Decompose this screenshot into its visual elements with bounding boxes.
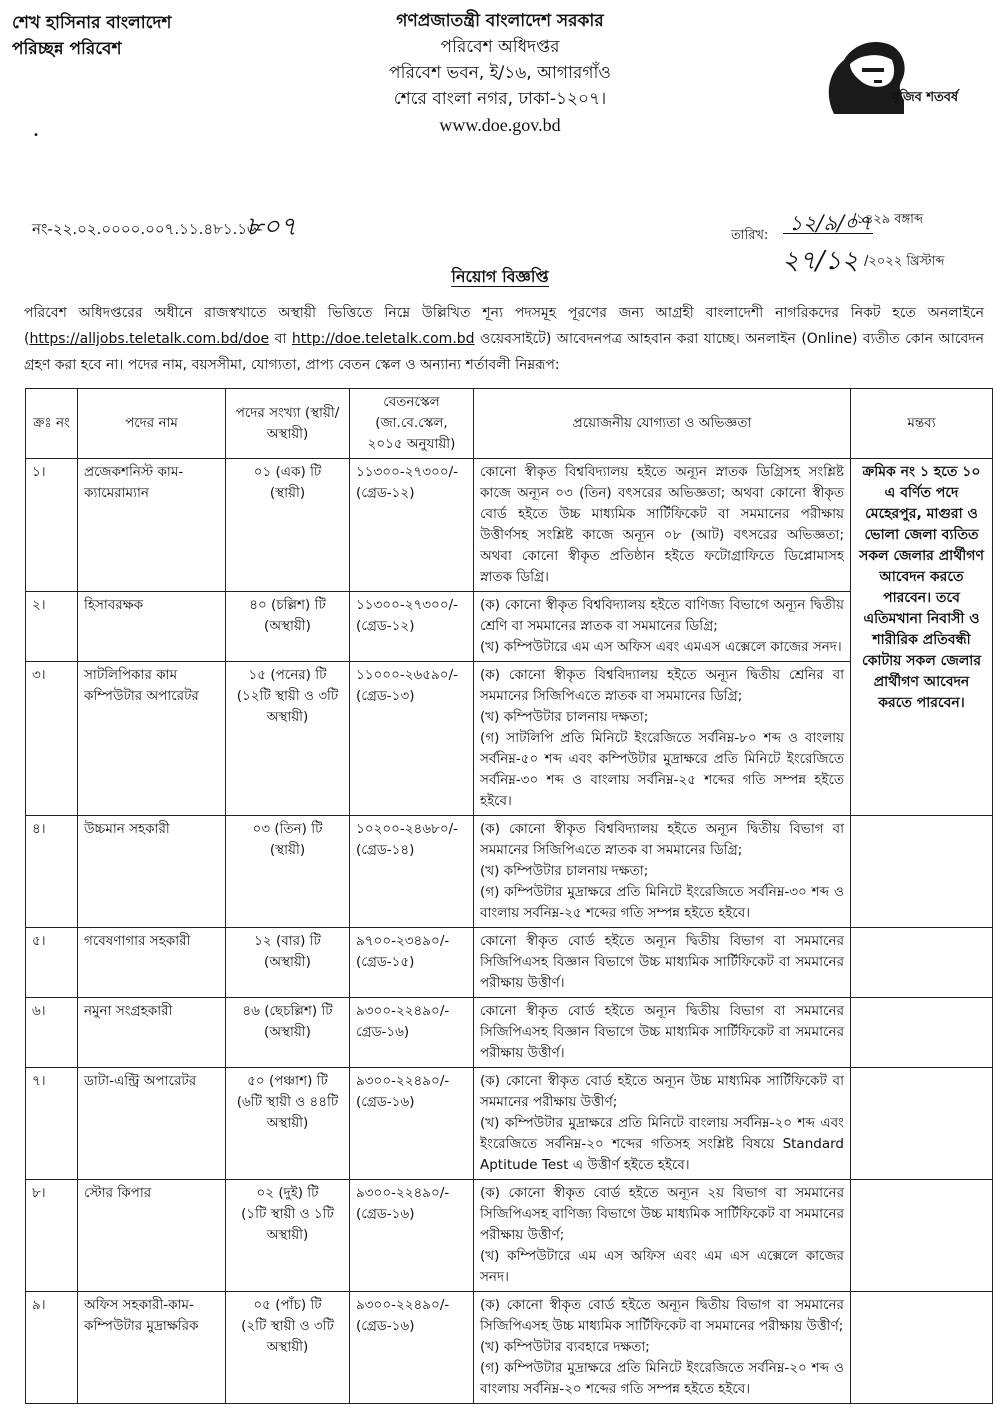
pay-scale: ১১৩০০-২৭৩০০/- <box>356 597 459 613</box>
post-count-type: (স্থায়ী) <box>269 485 306 501</box>
header-qualification: প্রয়োজনীয় যোগ্যতা ও অভিজ্ঞতা <box>474 389 851 459</box>
teletalk-link[interactable]: http://doe.teletalk.com.bd <box>291 331 475 347</box>
cell-scale <box>350 998 474 1068</box>
cell-post: গবেষণাগার সহকারী <box>78 928 226 998</box>
post-count: ০৫ (পাঁচ) টি <box>253 1297 322 1313</box>
table-row <box>26 592 993 662</box>
post-count: ৫০ (পঞ্চাশ) টি <box>247 1073 328 1089</box>
cell-serial: ৫। <box>26 928 78 998</box>
header-remarks: মন্তব্য <box>851 389 993 459</box>
post-count: ১৫ (পনের) টি <box>248 667 327 683</box>
qualification-line: (গ) সাটলিপি প্রতি মিনিটে ইংরেজিতে সর্বনিম্ন-৮০ শব্দ ও বাংলায় সর্বনিম্ন-৫০ শব্দ এবং কম্পিউটার মুদ্রাক্ষরে প্রতি মিনিটে ইংরেজিতে সর্বনিম্ন-৩০ শব্দ ও বাংলায় সর্বনিম্ন-২৫ শব্দের গতি সম্পন্ন হইতে হইবে। <box>480 730 844 809</box>
cell-scale <box>350 662 474 816</box>
cell-serial: ২। <box>26 592 78 662</box>
pay-grade: (গ্রেড-১৬) <box>356 1206 415 1222</box>
table-row <box>26 1292 993 1404</box>
pay-grade: (গ্রেড-১৬) <box>356 1318 415 1334</box>
qualification-line: (ক) কোনো স্বীকৃত বোর্ড হইতে অন্যূন ২য় বিভাগ বা সমমানের সিজিপিএসহ বাণিজ্য বিভাগে উচ্চ মাধ্যমিক সার্টিফিকেট বা সমমানের পরীক্ষায় উত্তীর্ণ; <box>480 1185 844 1243</box>
qualification-line: (গ) কম্পিউটার মুদ্রাক্ষরে প্রতি মিনিটে ইংরেজিতে সর্বনিম্ন-২০ শব্দ ও বাংলায় সর্বনিম্ন-২০ শব্দের গতি সম্পন্ন হইতে হইবে। <box>480 1360 844 1397</box>
government-name: গণপ্রজাতন্ত্রী বাংলাদেশ সরকার <box>396 11 604 31</box>
cell-scale <box>350 928 474 998</box>
website-link[interactable]: www.doe.gov.bd <box>439 115 561 135</box>
cell-remarks-empty <box>851 1068 993 1180</box>
qualification-line: কোনো স্বীকৃত বোর্ড হইতে অন্যূন দ্বিতীয় বিভাগ বা সমমানের সিজিপিএসহ বিজ্ঞান বিভাগে উচ্চ মাধ্যমিক সার্টিফিকেট বা সমমানের পরীক্ষায় উত্তীর্ণ। <box>480 933 844 991</box>
pay-grade: (গ্রেড-১২) <box>356 485 415 501</box>
post-count: ১২ (বার) টি <box>254 933 321 949</box>
cell-post: ডাটা-এন্ট্রি অপারেটর <box>78 1068 226 1180</box>
header-scale: বেতনস্কেল (জা.বে.স্কেল, ২০১৫ অনুযায়ী) <box>350 389 474 459</box>
qualification-line: (খ) কম্পিউটার ব্যবহারে দক্ষতা; <box>480 1339 650 1355</box>
header-post: পদের নাম <box>78 389 226 459</box>
address-line-1: পরিবেশ ভবন, ই/১৬, আগারগাঁও <box>389 63 611 83</box>
pay-grade: (গ্রেড-১৪) <box>356 842 415 858</box>
cell-scale <box>350 1180 474 1292</box>
intro-text-1: পরিবেশ অধিদপ্তরের অধীনে রাজস্বখাতে অস্থায়ী ভিত্তিতে নিম্নে উল্লিখিত শূন্য পদসমূহ পূরণের জন্য আগ্রহী বাংলাদেশী নাগরিকদের নিকট হতে অনলাইনে ( <box>24 305 984 347</box>
cell-remarks-empty <box>851 998 993 1068</box>
pay-scale: ১০২০০-২৪৬৮০/- <box>356 821 459 837</box>
cell-qualification <box>474 662 851 816</box>
address-line-2: শেরে বাংলা নগর, ঢাকা-১২০৭। <box>393 89 607 109</box>
memo-number-handwritten: ৮০৭ <box>246 212 297 242</box>
cell-serial: ৭। <box>26 1068 78 1180</box>
cell-post: নমুনা সংগ্রহকারী <box>78 998 226 1068</box>
cell-post: স্টোর কিপার <box>78 1180 226 1292</box>
cell-count <box>226 1180 350 1292</box>
cell-remarks-empty <box>851 1180 993 1292</box>
date-bangla-handwritten: ১২/৯/০৭ <box>789 211 872 235</box>
cell-post: উচ্চমান সহকারী <box>78 816 226 928</box>
pay-scale: ৯৩০০-২২৪৯০/- <box>356 1297 450 1313</box>
qualification-line: (ক) কোনো স্বীকৃত বিশ্ববিদ্যালয় হইতে অন্যূন দ্বিতীয় বিভাগ বা সমমানের সিজিপিএতে স্নাতক বা সমমানের ডিগ্রি; <box>480 821 844 858</box>
cell-count <box>226 1292 350 1404</box>
logo-text: মুজিব শতবর্ষ <box>892 90 959 105</box>
pay-scale: ৯৩০০-২২৪৯০/- <box>356 1073 450 1089</box>
notice-intro <box>24 300 984 378</box>
cell-qualification <box>474 1292 851 1404</box>
cell-post: প্রজেকশনিস্ট কাম-ক্যামেরাম্যান <box>78 459 226 592</box>
post-count-type: (৬টি স্থায়ী ও ৪৪টি অস্থায়ী) <box>236 1094 339 1131</box>
qualification-line: (খ) কম্পিউটার মুদ্রাক্ষরে প্রতি মিনিটে বাংলায় সর্বনিম্ন-২০ শব্দ এবং ইংরেজিতে সর্বনিম্ন-২০ শব্দের গতিসহ সংশ্লিষ্ট বিষয়ে Standard Aptitude Test এ উত্তীর্ণ হইতে হইবে। <box>480 1115 844 1173</box>
date-gregorian-handwritten: ২৭/১২ <box>782 246 859 276</box>
cell-scale <box>350 816 474 928</box>
post-count-type: (অস্থায়ী) <box>264 954 311 970</box>
cell-remarks: ক্রমিক নং ১ হতে ১০ এ বর্ণিত পদে মেহেরপুর, মাগুরা ও ভোলা জেলা ব্যতিত সকল জেলার প্রার্থীগণ আবেদন করতে পারবেন। তবে এতিমখানা নিবাসী ও শারীরিক প্রতিবন্ধী কোটায় সকল জেলার প্রার্থীগণ আবেদন করতে পারবেন। <box>851 459 993 816</box>
cell-serial: ৮। <box>26 1180 78 1292</box>
date-gregorian-suffix: /২০২২ খ্রিস্টাব্দ <box>864 254 945 269</box>
cell-qualification <box>474 928 851 998</box>
qualification-line: (ক) কোনো স্বীকৃত বোর্ড হইতে অন্যূন দ্বিতীয় বিভাগ বা সমমানের সিজিপিএসহ উচ্চ মাধ্যমিক সার্টিফিকেট বা সমমানের পরীক্ষায় উত্তীর্ণ; <box>480 1297 844 1334</box>
cell-remarks-empty <box>851 1292 993 1404</box>
pay-scale: ৯৩০০-২২৪৯০/- <box>356 1003 450 1019</box>
cell-qualification <box>474 459 851 592</box>
cell-qualification <box>474 1068 851 1180</box>
notice-title-text: নিয়োগ বিজ্ঞপ্তি <box>451 267 549 286</box>
qualification-line: (ক) কোনো স্বীকৃত বিশ্ববিদ্যালয় হইতে অন্যূন দ্বিতীয় শ্রেনির বা সমমানের সিজিপিএতে স্নাতক বা সমমানের ডিগ্রি; <box>480 667 844 704</box>
post-count-type: (অস্থায়ী) <box>264 1024 311 1040</box>
speck: • <box>33 130 39 141</box>
date-divider <box>783 233 873 234</box>
memo-number: নং-২২.০২.০০০০.০০৭.১১.৪৮১.১৬- <box>32 220 263 238</box>
slogan-line-2: পরিচ্ছন্ন পরিবেশ <box>12 39 122 59</box>
qualification-line: কোনো স্বীকৃত বোর্ড হইতে অন্যূন দ্বিতীয় বিভাগ বা সমমানের সিজিপিএসহ বিজ্ঞান বিভাগে উচ্চ মাধ্যমিক সার্টিফিকেট বা সমমানের পরীক্ষায় উত্তীর্ণ। <box>480 1003 844 1061</box>
alljobs-link[interactable]: https://alljobs.teletalk.com.bd/doe <box>29 331 270 347</box>
cell-qualification <box>474 1180 851 1292</box>
mujib-borsho-logo <box>804 24 959 120</box>
cell-remarks-empty <box>851 816 993 928</box>
cell-scale <box>350 592 474 662</box>
table-row <box>26 816 993 928</box>
header-serial: ক্রঃ নং <box>26 389 78 459</box>
cell-qualification <box>474 998 851 1068</box>
pay-grade: (গ্রেড-১৫) <box>356 954 415 970</box>
qualification-line: (ক) কোনো স্বীকৃত বিশ্ববিদ্যালয় হইতে বাণিজ্য বিভাগে অন্যূন দ্বিতীয় শ্রেণি বা সমমানের স্নাতক বা সমমানের ডিগ্রি; <box>480 597 844 634</box>
pay-grade: (গ্রেড-১২) <box>356 618 415 634</box>
cell-count <box>226 1068 350 1180</box>
intro-text-2: বা <box>269 331 292 347</box>
date-label: তারিখ: <box>731 228 769 243</box>
pay-grade: গ্রেড-১৬) <box>356 1024 410 1040</box>
pay-grade: (গ্রেড-১৩) <box>356 688 415 704</box>
cell-serial: ৪। <box>26 816 78 928</box>
cell-serial: ৬। <box>26 998 78 1068</box>
cell-post: অফিস সহকারী-কাম-কম্পিউটার মুদ্রাক্ষরিক <box>78 1292 226 1404</box>
qualification-line: (খ) কম্পিউটার চালনায় দক্ষতা; <box>480 709 649 725</box>
qualification-line: কোনো স্বীকৃত বিশ্ববিদ্যালয় হইতে অন্যূন স্নাতক ডিগ্রিসহ সংশ্লিষ্ট কাজে অন্যূন ০৩ (তিন) বৎসরের অভিজ্ঞতা; অথবা কোনো স্বীকৃত বোর্ড হইতে উচ্চ মাধ্যমিক সার্টিফিকেট বা সমমানের পরীক্ষায় উত্তীর্ণসহ সংশ্লিষ্ট কাজে অন্যূন ০৮ (আট) বৎসরের অভিজ্ঞতা; অথবা কোনো স্বীকৃত প্রতিষ্ঠান হইতে ফটোগ্রাফিতে ডিপ্লোমাসহ স্নাতক ডিগ্রি। <box>480 464 844 585</box>
intro-text-3: ওয়েবসাইটে) আবেদনপত্র আহবান করা যাচ্ছে। অনলাইন (Online) ব্যতীত কোন আবেদন গ্রহণ করা হবে না। পদের নাম, বয়সসীমা, যোগ্যতা, প্রাপ্য বেতন স্কেল ও অন্যান্য শর্তাবলী নিম্নরূপ: <box>24 331 984 373</box>
cell-remarks-empty <box>851 928 993 998</box>
post-count: ০২ (দুই) টি <box>256 1185 319 1201</box>
pay-scale: ৯৭০০-২৩৪৯০/- <box>356 933 450 949</box>
post-count-type: (১২টি স্থায়ী ও ৩টি অস্থায়ী) <box>236 688 339 725</box>
cell-scale <box>350 1068 474 1180</box>
header-count: পদের সংখ্যা (স্থায়ী/অস্থায়ী) <box>226 389 350 459</box>
cell-serial: ৩। <box>26 662 78 816</box>
cell-qualification <box>474 816 851 928</box>
cell-post: হিসাবরক্ষক <box>78 592 226 662</box>
post-count-type: (১টি স্থায়ী ও ১টি অস্থায়ী) <box>241 1206 334 1243</box>
table-row <box>26 928 993 998</box>
post-count: ৪০ (চল্লিশ) টি <box>249 597 326 613</box>
table-row <box>26 1068 993 1180</box>
pay-grade: (গ্রেড-১৬) <box>356 1094 415 1110</box>
post-count-type: (স্থায়ী) <box>269 842 306 858</box>
post-count: ০১ (এক) টি <box>253 464 322 480</box>
vacancy-table <box>25 388 993 1404</box>
pay-scale: ৯৩০০-২২৪৯০/- <box>356 1185 450 1201</box>
cell-count <box>226 928 350 998</box>
table-row <box>26 662 993 816</box>
date-bangla-suffix: /১৪২৯ বঙ্গাব্দ <box>852 212 924 227</box>
table-row <box>26 459 993 592</box>
cell-post: সাটলিপিকার কাম কম্পিউটার অপারেটর <box>78 662 226 816</box>
qualification-line: (খ) কম্পিউটারে এম এস অফিস এবং এমএস এক্সেলে কাজের সনদ। <box>480 639 842 655</box>
slogan-line-1: শেখ হাসিনার বাংলাদেশ <box>12 13 172 33</box>
cell-serial: ১। <box>26 459 78 592</box>
cell-count <box>226 816 350 928</box>
qualification-line: (খ) কম্পিউটারে এম এস অফিস এবং এম এস এক্সেলে কাজের সনদ। <box>480 1248 844 1285</box>
cell-scale <box>350 459 474 592</box>
table-header-row <box>26 389 993 459</box>
cell-count <box>226 998 350 1068</box>
cell-qualification <box>474 592 851 662</box>
qualification-line: (খ) কম্পিউটার চালনায় দক্ষতা; <box>480 863 649 879</box>
pay-scale: ১১০০০-২৬৫৯০/- <box>356 667 458 683</box>
cell-serial: ৯। <box>26 1292 78 1404</box>
pay-scale: ১১৩০০-২৭৩০০/- <box>356 464 459 480</box>
cell-scale <box>350 1292 474 1404</box>
department-name: পরিবেশ অধিদপ্তর <box>440 37 560 57</box>
cell-count <box>226 592 350 662</box>
post-count: ০৩ (তিন) টি <box>252 821 323 837</box>
qualification-line: (গ) কম্পিউটার মুদ্রাক্ষরে প্রতি মিনিটে ইংরেজিতে সর্বনিম্ন-৩০ শব্দ ও বাংলায় সর্বনিম্ন-২৫ শব্দের গতি সম্পন্ন হইতে হইবে। <box>480 884 844 921</box>
table-row <box>26 1180 993 1292</box>
cell-count <box>226 662 350 816</box>
post-count-type: (২টি স্থায়ী ও ৩টি অস্থায়ী) <box>241 1318 334 1355</box>
notice-title <box>0 264 1000 291</box>
post-count: ৪৬ (ছেচল্লিশ) টি <box>242 1003 333 1019</box>
cell-count <box>226 459 350 592</box>
table-row <box>26 998 993 1068</box>
qualification-line: (ক) কোনো স্বীকৃত বোর্ড হইতে অন্যূন উচ্চ মাধ্যমিক সার্টিফিকেট বা সমমানের পরীক্ষায় উত্তীর্ণ; <box>480 1073 844 1110</box>
post-count-type: (অস্থায়ী) <box>264 618 311 634</box>
